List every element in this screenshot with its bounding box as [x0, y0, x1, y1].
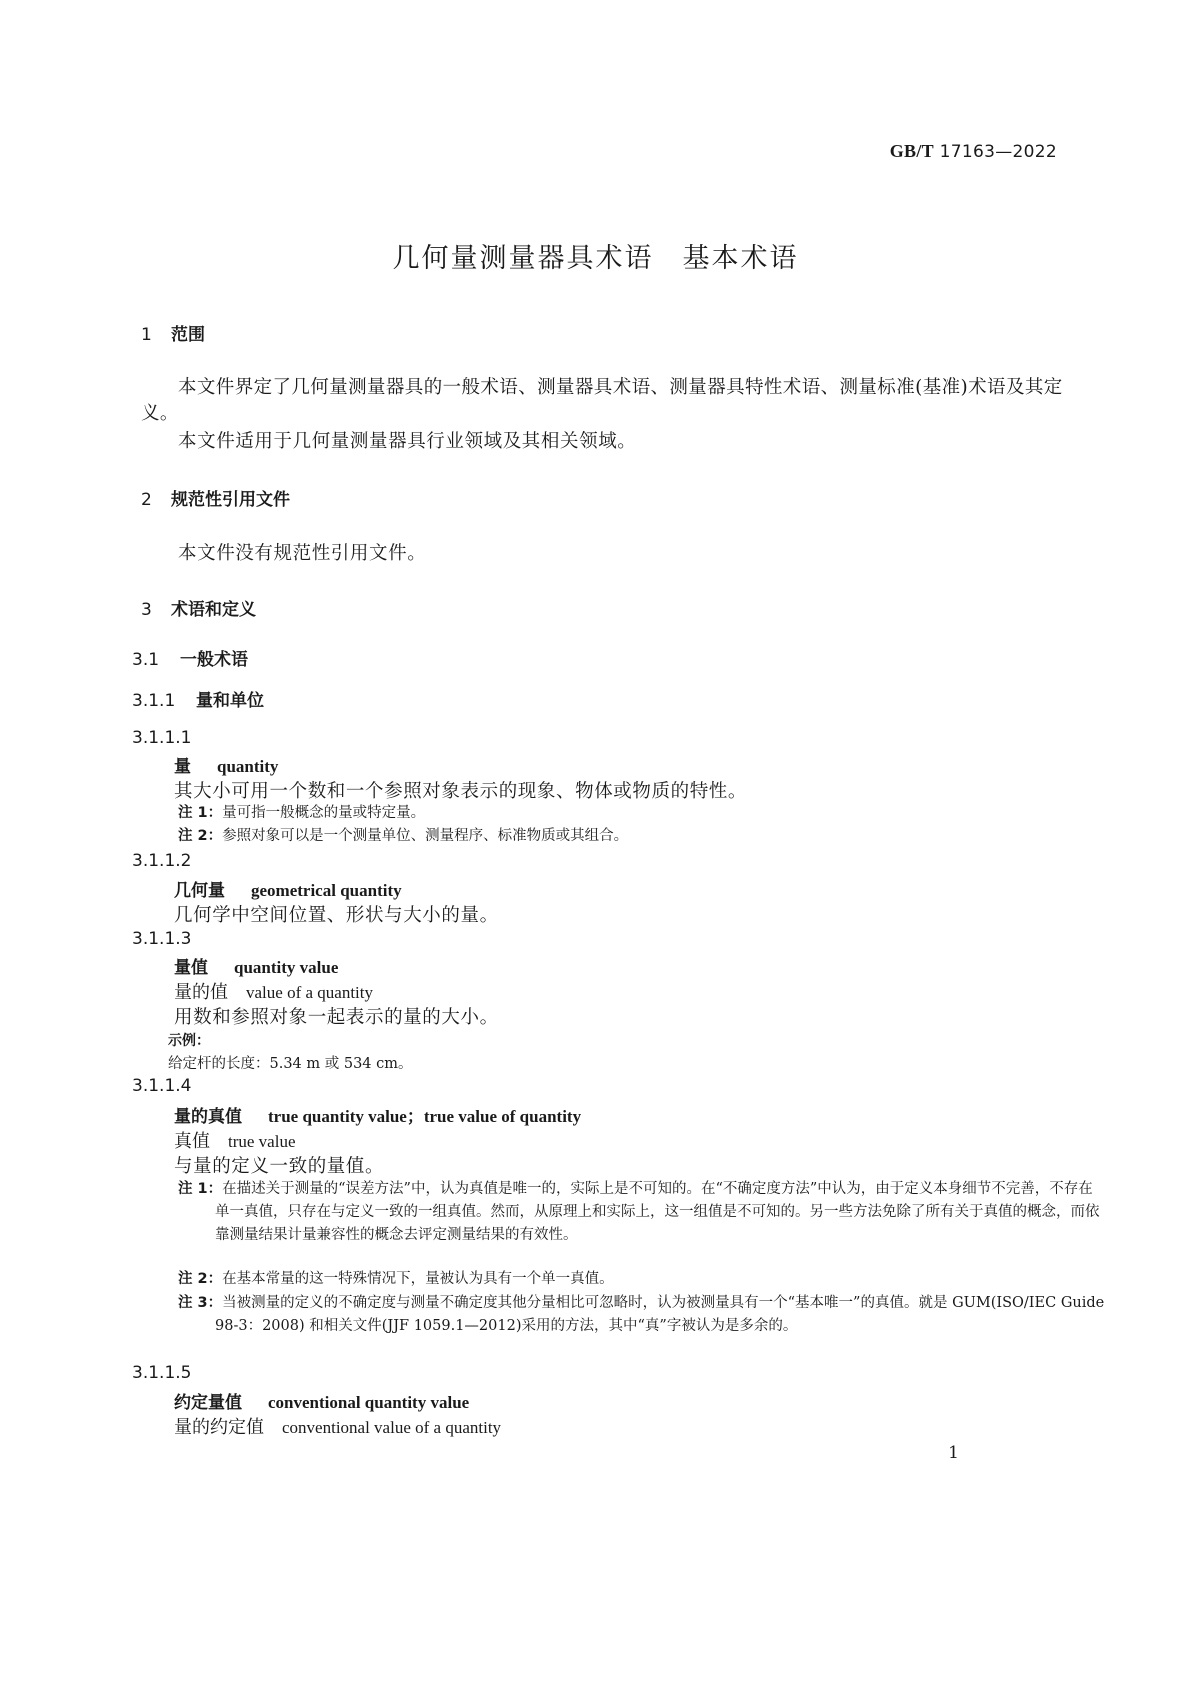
note-label: 注 1： — [178, 805, 223, 821]
term-definition: 其大小可用一个数和一个参照对象表示的现象、物体或物质的特性。 — [174, 781, 748, 802]
term-number: 3.1.1.3 — [132, 929, 192, 949]
note — [178, 802, 1105, 825]
term-definition: 用数和参照对象一起表示的量的大小。 — [174, 1007, 499, 1028]
scope-paragraph-1: 本文件界定了几何量测量器具的一般术语、测量器具术语、测量器具特性术语、测量标准(基准)术语及其定义。 — [141, 377, 1063, 424]
note-text: 在描述关于测量的“误差方法”中，认为真值是唯一的，实际上是不可知的。在“不确定度方法”中认为，由于定义本身细节不完善，不存在单一真值，只存在与定义一致的一组真值。然而，从原理上和实际上，这一组值是不可知的。另一些方法免除了所有关于真值的概念，而依靠测量结果计量兼容性的概念去评定测量结果的有效性。 — [215, 1181, 1100, 1243]
section-title: 一般术语 — [180, 650, 248, 670]
admitted-term-zh: 量的值 — [174, 982, 228, 1003]
note-text: 量可指一般概念的量或特定量。 — [222, 805, 426, 821]
term-number: 3.1.1.1 — [132, 728, 192, 748]
term-zh: 量 — [174, 757, 191, 777]
normative-paragraph: 本文件没有规范性引用文件。 — [178, 543, 427, 564]
scope-paragraph-2: 本文件适用于几何量测量器具行业领域及其相关领域。 — [178, 431, 637, 452]
note-label: 注 3： — [178, 1295, 223, 1311]
section-3-1-1-heading — [132, 686, 264, 711]
page-number: 1 — [948, 1443, 959, 1463]
example-text: 给定杆的长度：5.34 m 或 534 cm。 — [168, 1056, 413, 1072]
term-en: quantity value — [234, 958, 339, 977]
section-title: 术语和定义 — [171, 600, 256, 620]
section-title: 量和单位 — [196, 691, 264, 711]
section-title: 范围 — [171, 325, 205, 345]
section-title: 规范性引用文件 — [171, 490, 290, 510]
section-2-heading — [141, 485, 290, 510]
term-zh: 量值 — [174, 958, 208, 978]
term-zh: 约定量值 — [174, 1393, 242, 1413]
term-number: 3.1.1.5 — [132, 1363, 192, 1383]
term-entry — [174, 1102, 581, 1127]
term-entry — [174, 1388, 469, 1413]
section-number: 3 — [141, 600, 152, 620]
note — [178, 1268, 1105, 1291]
term-zh: 几何量 — [174, 881, 225, 901]
standard-number: 17163—2022 — [939, 142, 1057, 162]
admitted-term-en: conventional value of a quantity — [282, 1418, 502, 1437]
section-number: 3.1 — [132, 650, 160, 670]
note — [178, 1292, 1105, 1338]
note — [178, 825, 1105, 848]
term-entry — [174, 953, 338, 978]
term-en: conventional quantity value — [268, 1393, 470, 1412]
note-text: 参照对象可以是一个测量单位、测量程序、标准物质或其组合。 — [222, 828, 629, 844]
section-3-heading — [141, 595, 256, 620]
standard-code — [890, 141, 1057, 162]
document-title: 几何量测量器具术语 基本术语 — [392, 243, 799, 274]
term-en: quantity — [217, 757, 279, 776]
note-label: 注 1： — [178, 1181, 223, 1197]
term-number: 3.1.1.2 — [132, 851, 192, 871]
term-definition: 与量的定义一致的量值。 — [174, 1156, 385, 1177]
note-text: 在基本常量的这一特殊情况下，量被认为具有一个单一真值。 — [222, 1271, 614, 1287]
admitted-term-en: value of a quantity — [246, 983, 373, 1002]
term-number: 3.1.1.4 — [132, 1076, 192, 1096]
note-text: 当被测量的定义的不确定度与测量不确定度其他分量相比可忽略时，认为被测量具有一个“基本唯一”的真值。就是 GUM(ISO/IEC Guide 98-3：2008) 和相关文件(JJF 1059.1—2012)采用的方法，其中“真”字被认为是多余的。 — [215, 1295, 1105, 1334]
term-entry — [174, 876, 402, 901]
admitted-term — [174, 1127, 296, 1153]
term-en: geometrical quantity — [251, 881, 402, 900]
section-number: 3.1.1 — [132, 691, 176, 711]
admitted-term — [174, 978, 373, 1004]
section-1-heading — [141, 320, 205, 345]
section-3-1-heading — [132, 645, 248, 670]
admitted-term-zh: 量的约定值 — [174, 1417, 264, 1438]
admitted-term — [174, 1413, 501, 1439]
standard-prefix: GB/T — [889, 141, 934, 161]
note-label: 注 2： — [178, 828, 223, 844]
note — [178, 1178, 1105, 1247]
term-en: true quantity value；true value of quantity — [268, 1107, 582, 1126]
admitted-term-en: true value — [228, 1132, 296, 1151]
example-label: 示例： — [168, 1033, 210, 1049]
section-number: 1 — [141, 325, 152, 345]
term-definition: 几何学中空间位置、形状与大小的量。 — [174, 905, 499, 926]
term-zh: 量的真值 — [174, 1107, 242, 1127]
admitted-term-zh: 真值 — [174, 1131, 210, 1152]
section-number: 2 — [141, 490, 152, 510]
note-label: 注 2： — [178, 1271, 223, 1287]
term-entry — [174, 752, 278, 777]
